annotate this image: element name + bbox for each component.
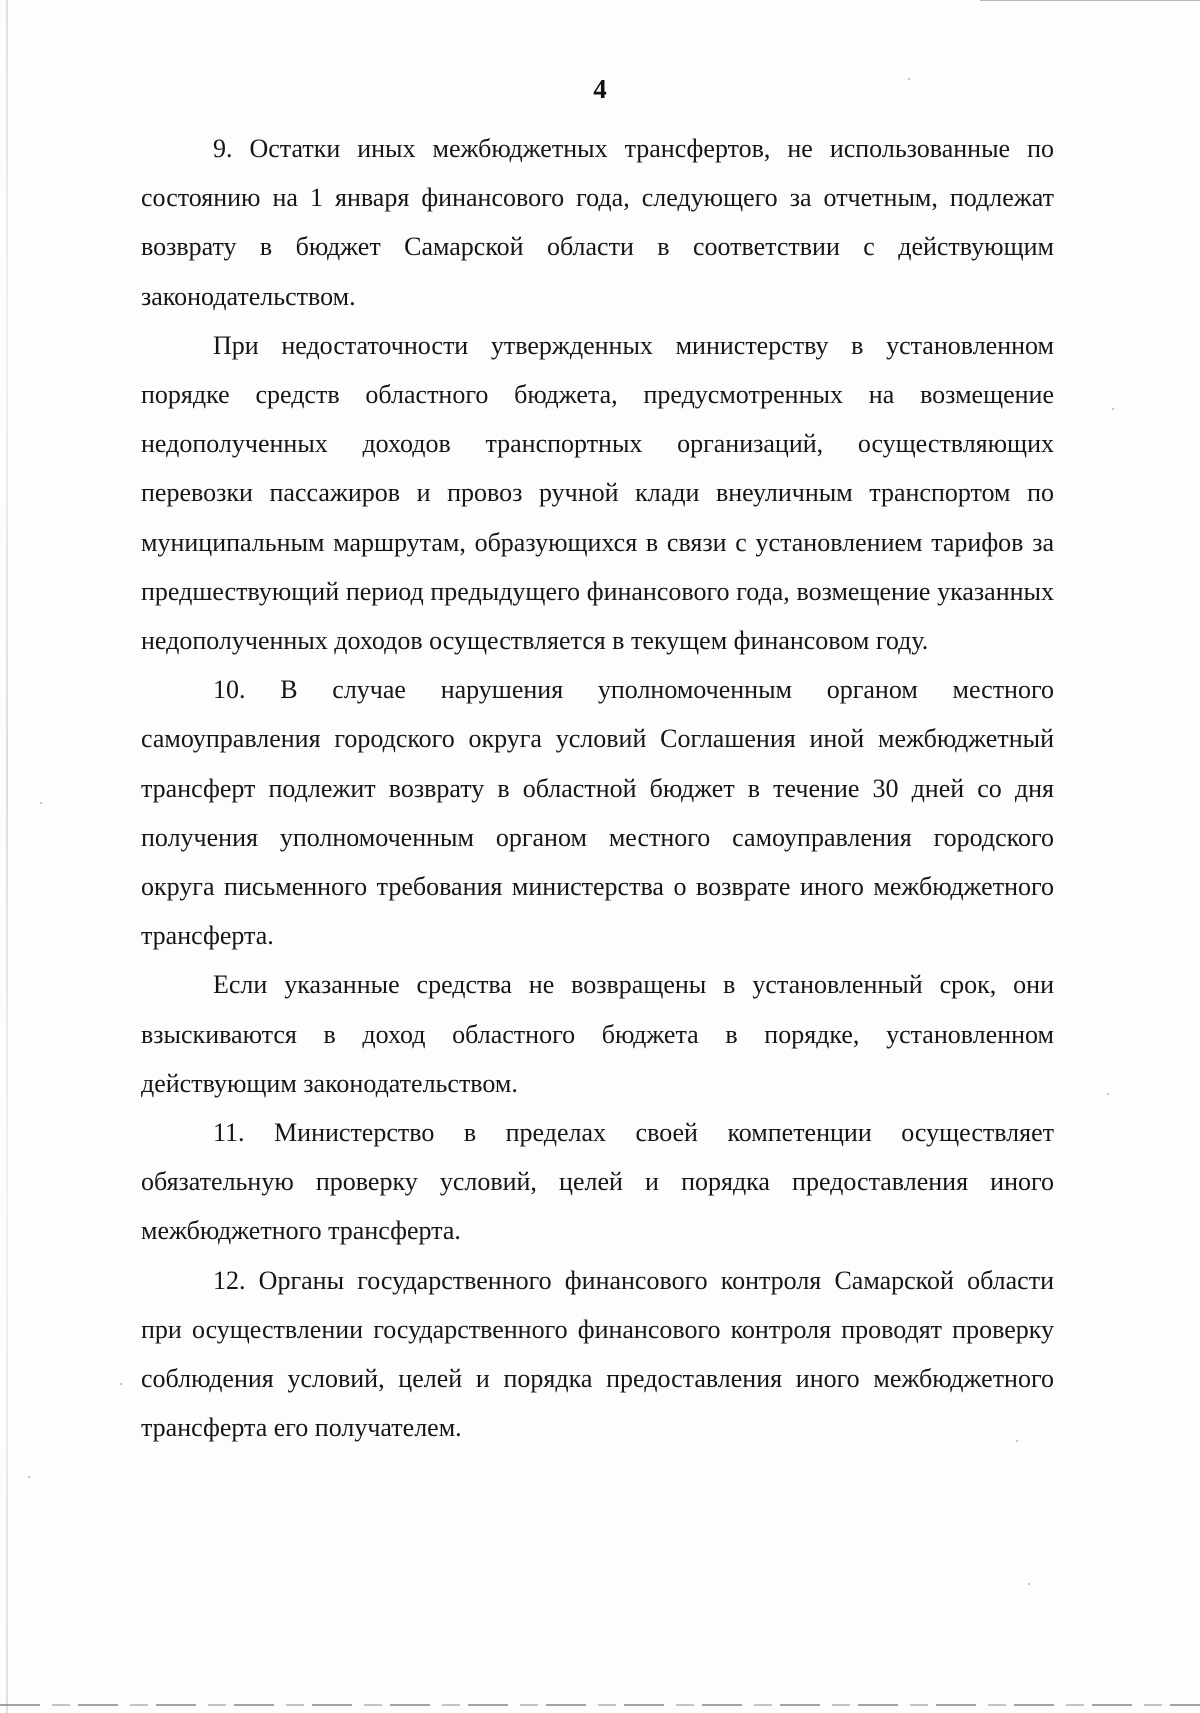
paragraph-11: 11. Министерство в пределах своей компетенции осуществляет обязательную проверку условий, целей и порядка предоставления иного межбюджетного трансферта. [141, 1118, 1054, 1246]
scan-top-artifact [980, 0, 1200, 1]
paragraph-12: 12. Органы государственного финансового контроля Самарской области при осуществлении государственного финансового контроля проводят проверку соблюдения условий, целей и порядка предоставления иного межбюджетного трансферта его получателем. [141, 1265, 1054, 1443]
scan-speck [1028, 1583, 1030, 1585]
scan-speck [28, 1476, 30, 1478]
page-number: 4 [593, 74, 607, 104]
paragraph-9: 9. Остатки иных межбюджетных трансфертов, не использованные по состоянию на 1 января финансового года, следующего за отчетным, подлежат возврату в бюджет Самарской области в соответствии с действующим законодательством. [141, 134, 1054, 311]
paragraph-recovery: Если указанные средства не возвращены в установленный срок, они взыскиваются в доход областного бюджета в порядке, установленном действующим законодательством. [141, 970, 1054, 1098]
scan-speck [1112, 408, 1114, 410]
scan-bottom-artifact [0, 1704, 1200, 1706]
document-body [141, 124, 1054, 1452]
scan-speck [1107, 1093, 1109, 1095]
paragraph-insufficiency: При недостаточности утвержденных министерству в установленном порядке средств областного бюджета, предусмотренных на возмещение недополученных доходов транспортных организаций, осуществляющих перевозки пассажиров и провоз ручной клади внеуличным транспортом по муниципальным маршрутам, образующихся в связи с установлением тарифов за предшествующий период предыдущего финансового года, возмещение указанных недополученных доходов осуществляется в текущем финансовом году. [141, 330, 1054, 656]
paragraph-10: 10. В случае нарушения уполномоченным органом местного самоуправления городского округа условий Соглашения иной межбюджетный трансферт подлежит возврату в областной бюджет в течение 30 дней со дня получения уполномоченным органом местного самоуправления городского округа письменного требования министерства о возврате иного межбюджетного трансферта. [141, 675, 1054, 951]
scan-speck [40, 802, 42, 804]
scan-edge-artifact [6, 0, 8, 1713]
scan-speck [120, 1383, 122, 1385]
